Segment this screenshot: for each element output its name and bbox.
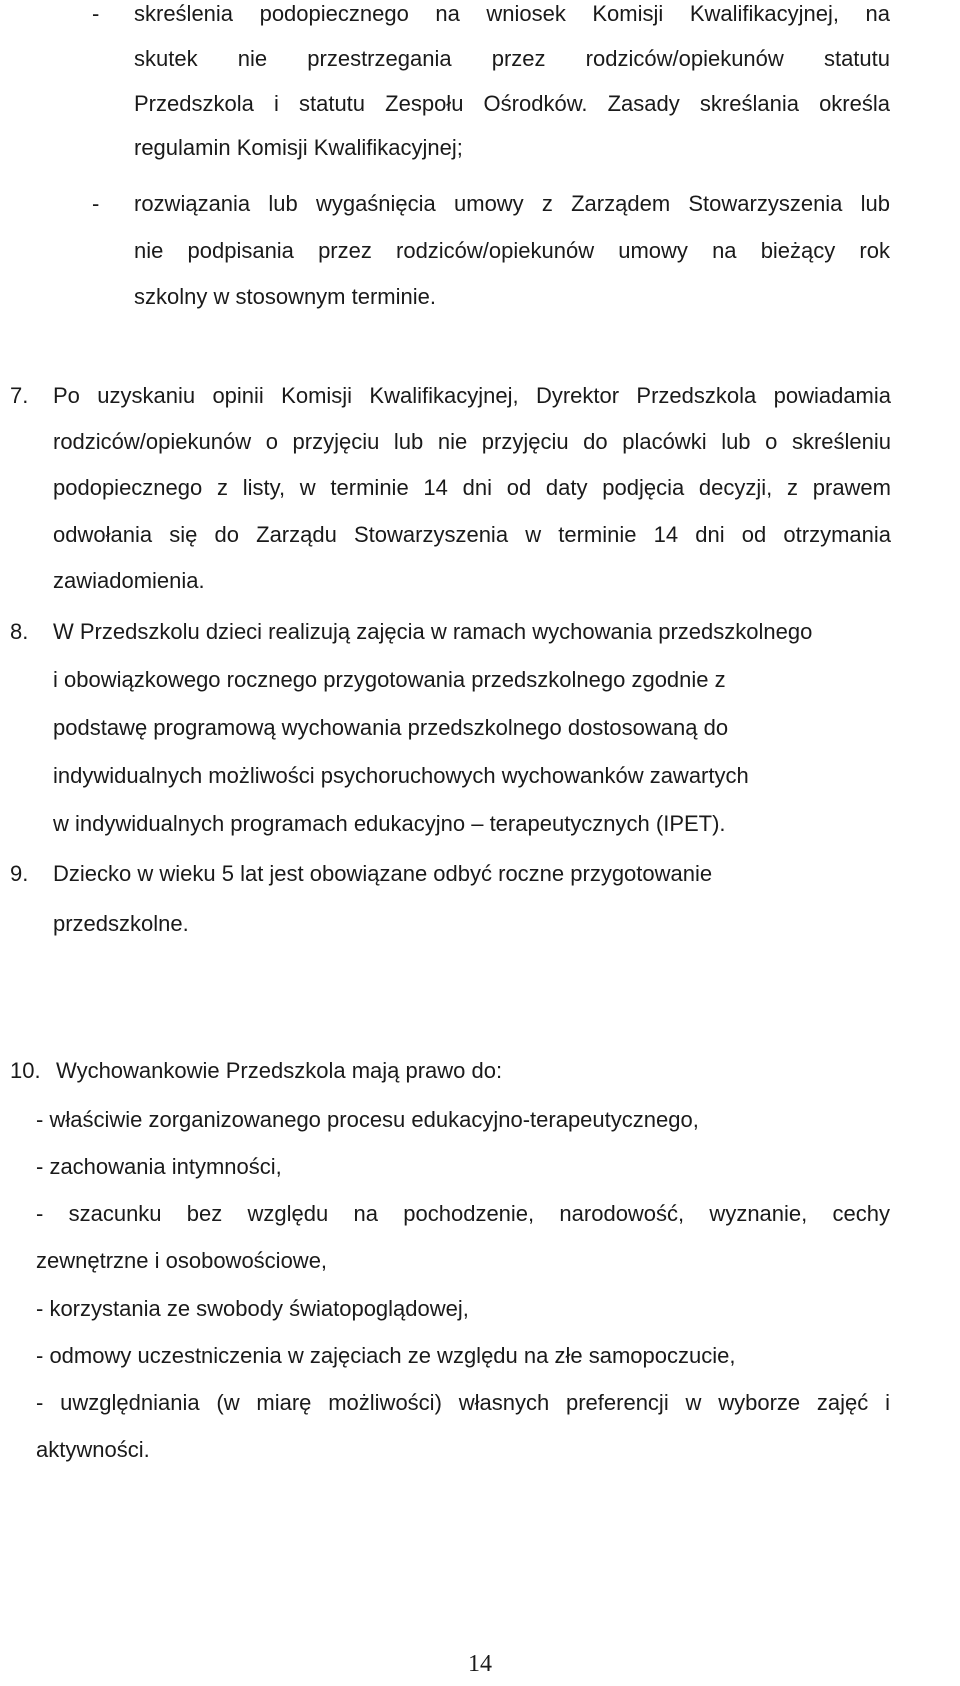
item-8-line: indywidualnych możliwości psychoruchowych wychowanków zawartych	[53, 763, 749, 788]
item-7-line: rodziców/opiekunów o przyjęciu lub nie przyjęciu do placówki lub o skreśleniu	[53, 429, 891, 454]
rights-line: - zachowania intymności,	[36, 1154, 282, 1179]
rights-line: - odmowy uczestniczenia w zajęciach ze względu na złe samopoczucie,	[36, 1343, 736, 1368]
item-7-number: 7.	[10, 383, 29, 408]
list-line: szkolny w stosownym terminie.	[134, 284, 436, 309]
rights-line: zewnętrzne i osobowościowe,	[36, 1248, 328, 1273]
list-line: skutek nie przestrzegania przez rodziców/opiekunów statutu	[134, 46, 890, 71]
rights-line: aktywności.	[36, 1437, 150, 1462]
item-8-line: W Przedszkolu dzieci realizują zajęcia w ramach wychowania przedszkolnego	[53, 619, 813, 644]
item-7-line: odwołania się do Zarządu Stowarzyszenia w terminie 14 dni od otrzymania	[53, 522, 891, 547]
list-line: rozwiązania lub wygaśnięcia umowy z Zarządem Stowarzyszenia lub	[134, 191, 890, 216]
rights-line: - korzystania ze swobody światopoglądowej,	[36, 1296, 469, 1321]
item-9-line: przedszkolne.	[53, 911, 189, 936]
item-7-line: podopiecznego z listy, w terminie 14 dni od daty podjęcia decyzji, z prawem	[53, 475, 891, 500]
item-10-heading: Wychowankowie Przedszkola mają prawo do:	[56, 1058, 503, 1083]
item-8-number: 8.	[10, 619, 29, 644]
item-7-line: Po uzyskaniu opinii Komisji Kwalifikacyjnej, Dyrektor Przedszkola powiadamia	[53, 383, 891, 408]
list-line: Przedszkola i statutu Zespołu Ośrodków. Zasady skreślania określa	[134, 91, 890, 116]
item-9-number: 9.	[10, 861, 29, 886]
item-8-line: i obowiązkowego rocznego przygotowania przedszkolnego zgodnie z	[53, 667, 726, 692]
item-10-number: 10.	[10, 1058, 41, 1083]
rights-line: - właściwie zorganizowanego procesu edukacyjno-terapeutycznego,	[36, 1107, 699, 1132]
list-line: skreślenia podopiecznego na wniosek Komisji Kwalifikacyjnej, na	[134, 1, 890, 26]
item-8-line: w indywidualnych programach edukacyjno – terapeutycznych (IPET).	[53, 811, 726, 836]
rights-line: - szacunku bez względu na pochodzenie, narodowość, wyznanie, cechy	[36, 1201, 890, 1226]
item-8-line: podstawę programową wychowania przedszkolnego dostosowaną do	[53, 715, 729, 740]
rights-line: - uwzględniania (w miarę możliwości) własnych preferencji w wyborze zajęć i	[36, 1390, 890, 1415]
item-7-line: zawiadomienia.	[53, 568, 205, 593]
list-dash-2: -	[92, 191, 100, 216]
list-line: regulamin Komisji Kwalifikacyjnej;	[134, 135, 463, 160]
page-number: 14	[468, 1651, 492, 1677]
list-dash-1: -	[92, 1, 100, 26]
list-line: nie podpisania przez rodziców/opiekunów umowy na bieżący rok	[134, 238, 890, 263]
item-9-line: Dziecko w wieku 5 lat jest obowiązane odbyć roczne przygotowanie	[53, 861, 713, 886]
